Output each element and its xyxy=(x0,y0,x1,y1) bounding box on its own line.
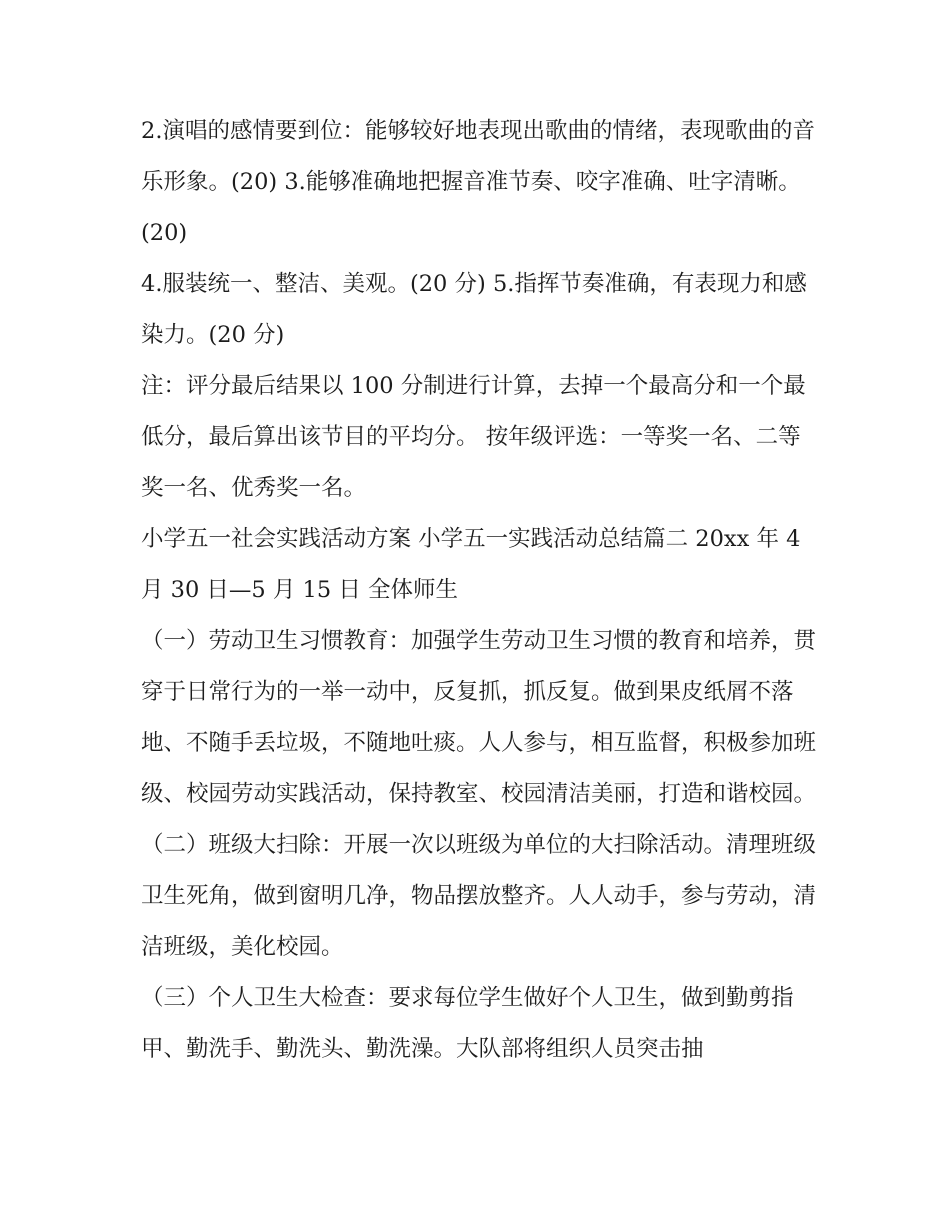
paragraph-plan-title: 小学五一社会实践活动方案 小学五一实践活动总结篇二 20xx 年 4 月 30 日—5 月 15 日 全体师生 xyxy=(141,526,801,603)
paragraph-personal-hygiene: （三）个人卫生大检查：要求每位学生做好个人卫生，做到勤剪指甲、勤洗手、勤洗头、勤洗澡。大队部将组织人员突击抽 xyxy=(141,985,794,1062)
paragraph-singing-criteria: 2.演唱的感情要到位：能够较好地表现出歌曲的情绪，表现歌曲的音乐形象。(20) 3.能够准确地把握音准节奏、咬字准确、吐字清晰。(20) xyxy=(141,118,815,246)
paragraph-scoring-note: 注：评分最后结果以 100 分制进行计算，去掉一个最高分和一个最低分，最后算出该节目的平均分。 按年级评选：一等奖一名、二等奖一名、优秀奖一名。 xyxy=(141,373,806,501)
document-body xyxy=(141,106,821,1075)
paragraph-labor-hygiene: （一）劳动卫生习惯教育：加强学生劳动卫生习惯的教育和培养，贯穿于日常行为的一举一动中，反复抓，抓反复。做到果皮纸屑不落地、不随手丢垃圾，不随地吐痰。人人参与，相互监督，积极参加班级、校园劳动实践活动，保持教室、校园清洁美丽，打造和谐校园。 xyxy=(141,628,817,807)
paragraph-class-cleaning: （二）班级大扫除：开展一次以班级为单位的大扫除活动。清理班级卫生死角，做到窗明几净，物品摆放整齐。人人动手，参与劳动，清洁班级，美化校园。 xyxy=(141,832,817,960)
paragraph-costume-criteria: 4.服装统一、整洁、美观。(20 分) 5.指挥节奏准确，有表现力和感染力。(20 分) xyxy=(141,271,807,348)
